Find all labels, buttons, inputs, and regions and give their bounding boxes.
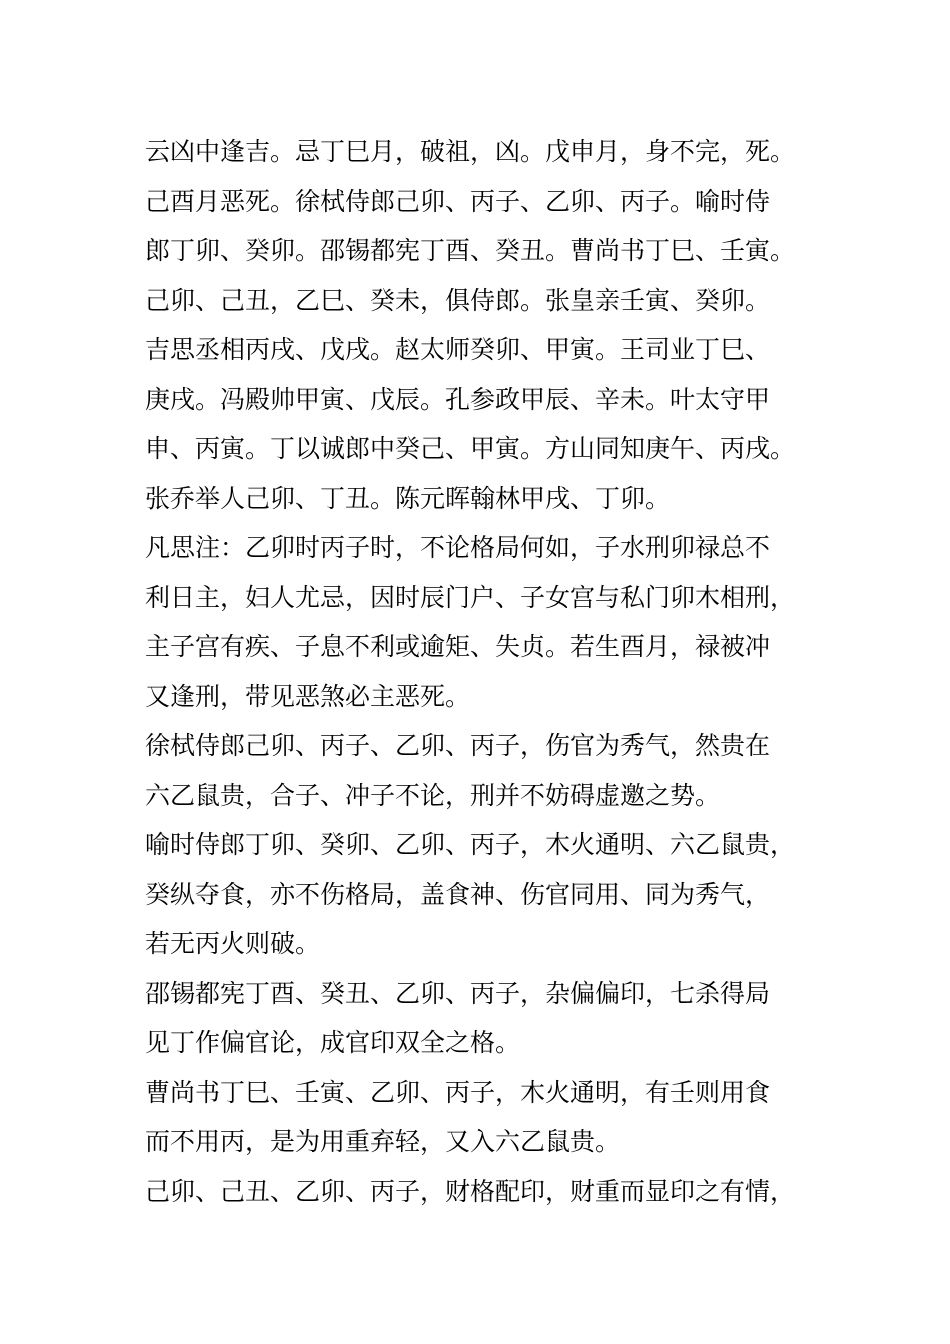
text-line: 见丁作偏官论，成官印双全之格。 — [145, 1028, 521, 1057]
text-line: 邵锡都宪丁酉、癸丑、乙卯、丙子，杂偏偏印，七杀得局 — [145, 978, 771, 1008]
text-line: 徐栻侍郎己卯、丙子、乙卯、丙子，伤官为秀气，然贵在 — [145, 731, 771, 760]
text-line: 凡思注：乙卯时丙子时，不论格局何如，子水刑卯禄总不 — [145, 533, 771, 562]
text-line: 己卯、己丑、乙卯、丙子，财格配印，财重而显印之有情， — [145, 1176, 796, 1206]
text-line: 张乔举人己卯、丁丑。陈元晖翰林甲戌、丁卯。 — [145, 483, 671, 513]
text-line: 癸纵夺食，亦不伤格局，盖食神、伤官同用、同为秀气， — [145, 879, 771, 909]
text-line: 郎丁卯、癸卯。邵锡都宪丁酉、癸丑。曹尚书丁巳、壬寅。 — [145, 236, 796, 265]
text-line: 六乙鼠贵，合子、冲子不论，刑并不妨碍虚邀之势。 — [145, 780, 721, 810]
text-line: 而不用丙，是为用重弃轻，又入六乙鼠贵。 — [145, 1127, 621, 1156]
text-line: 吉思丞相丙戌、戊戌。赵太师癸卯、甲寅。王司业丁巳、 — [145, 335, 771, 364]
text-line: 申、丙寅。丁以诚郎中癸己、甲寅。方山同知庚午、丙戌。 — [145, 434, 796, 463]
text-line: 云凶中逢吉。忌丁巳月，破祖，凶。戊申月，身不完，死。 — [145, 137, 796, 166]
text-line: 己酉月恶死。徐栻侍郎己卯、丙子、乙卯、丙子。喻时侍 — [145, 186, 771, 216]
text-line: 曹尚书丁巳、壬寅、乙卯、丙子，木火通明，有壬则用食 — [145, 1077, 771, 1107]
text-line: 己卯、己丑，乙巳、癸未，俱侍郎。张皇亲壬寅、癸卯。 — [145, 285, 771, 315]
text-line: 庚戌。冯殿帅甲寅、戊辰。孔参政甲辰、辛未。叶太守甲 — [145, 384, 771, 414]
text-line: 若无丙火则破。 — [145, 929, 321, 958]
text-line: 利日主，妇人尤忌，因时辰门户、子女宫与私门卯木相刑， — [145, 582, 796, 612]
text-line: 主子宫有疾、子息不利或逾矩、失贞。若生酉月，禄被冲 — [145, 632, 771, 661]
text-line: 又逢刑，带见恶煞必主恶死。 — [145, 681, 471, 711]
document-body-text — [145, 127, 805, 1216]
text-line: 喻时侍郎丁卯、癸卯、乙卯、丙子，木火通明、六乙鼠贵， — [145, 830, 796, 859]
